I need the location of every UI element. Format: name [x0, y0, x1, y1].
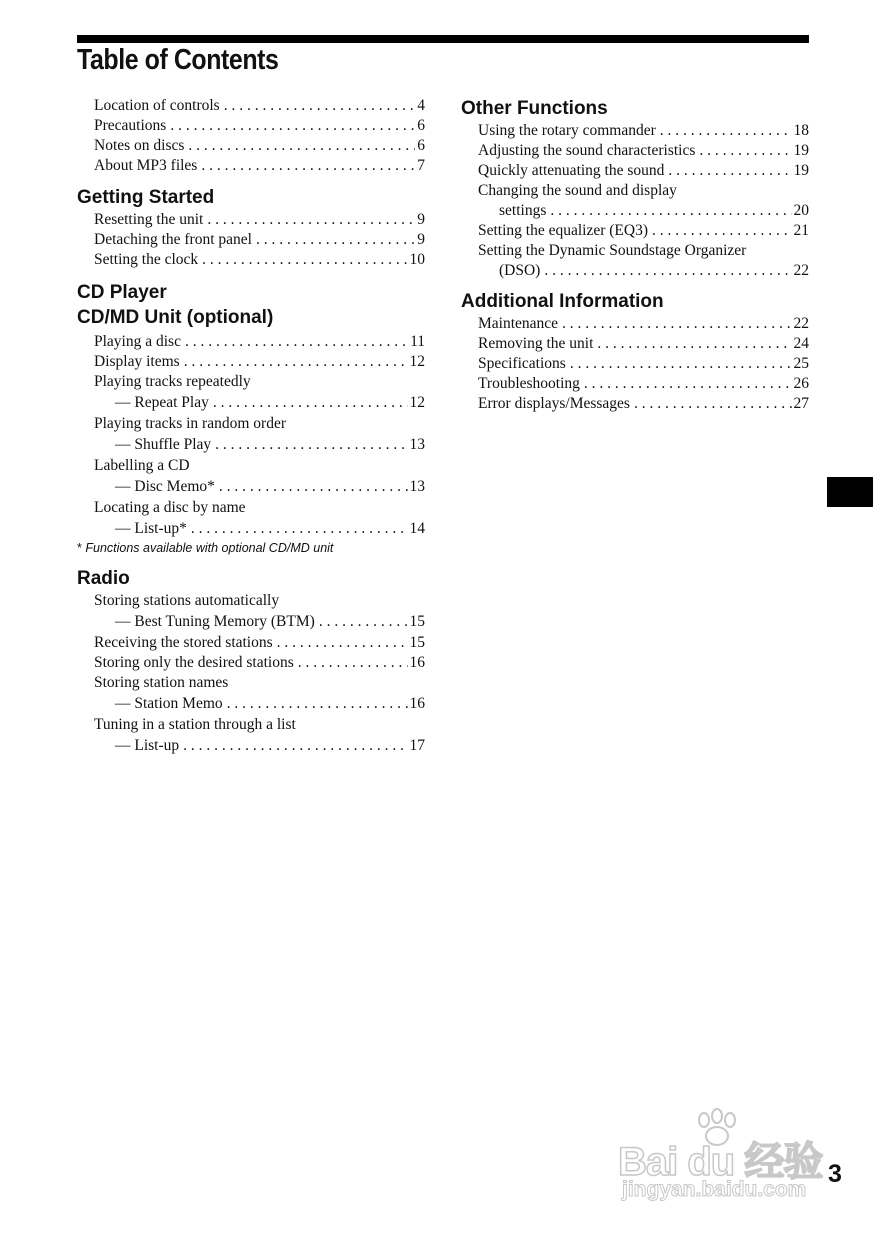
section-heading: Radio: [77, 568, 130, 589]
page-number: 3: [828, 1160, 842, 1188]
page-title: Table of Contents: [77, 44, 279, 76]
top-rule: [77, 35, 809, 43]
toc-entry-head: Storing stations automatically: [94, 592, 280, 609]
section-heading: Additional Information: [461, 291, 664, 312]
watermark-url: jingyan.baidu.com: [622, 1178, 807, 1201]
toc-entry-head: Labelling a CD: [94, 457, 190, 474]
toc-entry[interactable]: Detaching the front panel . . . 9: [94, 230, 425, 250]
toc-entry-head: Storing station names: [94, 674, 229, 691]
section-heading-secondary: CD/MD Unit (optional): [77, 307, 274, 328]
toc-entry[interactable]: (DSO) . . . 22: [499, 261, 809, 281]
toc-entry[interactable]: Troubleshooting . . . 26: [478, 374, 809, 394]
toc-entry[interactable]: Quickly attenuating the sound . . . 19: [478, 161, 809, 181]
toc-entry[interactable]: — Shuffle Play . . . 13: [115, 434, 425, 456]
section-additional-information: [461, 289, 809, 414]
toc-entry[interactable]: settings . . . 20: [499, 201, 809, 221]
section-heading: Other Functions: [461, 98, 608, 119]
toc-entry[interactable]: About MP3 files . . . 7: [94, 156, 425, 176]
toc-entry[interactable]: — List-up* . . . 14: [115, 518, 425, 540]
toc-entry[interactable]: Location of controls . . . 4: [94, 96, 425, 116]
toc-entry[interactable]: — Repeat Play . . . 12: [115, 392, 425, 414]
left-column: [77, 96, 425, 757]
footnote: [77, 540, 425, 557]
toc-entry[interactable]: Maintenance . . . 22: [478, 314, 809, 334]
toc-entry[interactable]: Removing the unit . . . 24: [478, 334, 809, 354]
toc-entry[interactable]: — List-up . . . 17: [115, 735, 425, 757]
footnote-text: Functions available with optional CD/MD unit: [85, 541, 334, 555]
section-heading: Getting Started: [77, 187, 215, 208]
toc-entry[interactable]: — Station Memo . . . 16: [115, 693, 425, 715]
toc-entry[interactable]: Notes on discs . . . 6: [94, 136, 425, 156]
toc-entry[interactable]: Setting the clock . . . 10: [94, 250, 425, 270]
toc-entry[interactable]: — Best Tuning Memory (BTM) . . . 15: [115, 611, 425, 633]
toc-entry[interactable]: — Disc Memo* . . . 13: [115, 476, 425, 498]
footnote-mark: *: [77, 541, 82, 555]
toc-entry[interactable]: Specifications . . . 25: [478, 354, 809, 374]
toc-entry[interactable]: Setting the equalizer (EQ3) . . . 21: [478, 221, 809, 241]
toc-entry[interactable]: Adjusting the sound characteristics . . . 19: [478, 141, 809, 161]
toc-entry[interactable]: Display items . . . 12: [94, 352, 425, 372]
section-intro: [77, 96, 425, 176]
section-other-functions: [461, 96, 809, 281]
toc-entry-head: Changing the sound and display: [478, 182, 677, 199]
toc-entry[interactable]: Storing only the desired stations . . . 16: [94, 653, 425, 673]
chapter-tab-marker: [827, 477, 873, 507]
baidu-watermark: [618, 1108, 823, 1208]
section-cd-player: [77, 280, 425, 557]
section-heading: CD Player: [77, 282, 167, 303]
watermark-main-text: Bai du 经验: [618, 1140, 823, 1184]
toc-entry-head: Tuning in a station through a list: [94, 716, 296, 733]
toc-entry-head: Locating a disc by name: [94, 499, 246, 516]
toc-entry[interactable]: Receiving the stored stations . . . 15: [94, 633, 425, 653]
toc-entry[interactable]: Playing a disc . . . 11: [94, 332, 425, 352]
toc-entry[interactable]: Precautions . . . 6: [94, 116, 425, 136]
section-radio: [77, 566, 425, 757]
toc-entry-head: Playing tracks repeatedly: [94, 373, 251, 390]
right-column: [461, 96, 809, 414]
section-getting-started: [77, 185, 425, 270]
toc-entry[interactable]: Resetting the unit . . . 9: [94, 210, 425, 230]
toc-entry-head: Playing tracks in random order: [94, 415, 286, 432]
toc-entry-head: Setting the Dynamic Soundstage Organizer: [478, 242, 747, 259]
toc-entry[interactable]: Using the rotary commander . . . 18: [478, 121, 809, 141]
toc-entry[interactable]: Error displays/Messages . . . 27: [478, 394, 809, 414]
